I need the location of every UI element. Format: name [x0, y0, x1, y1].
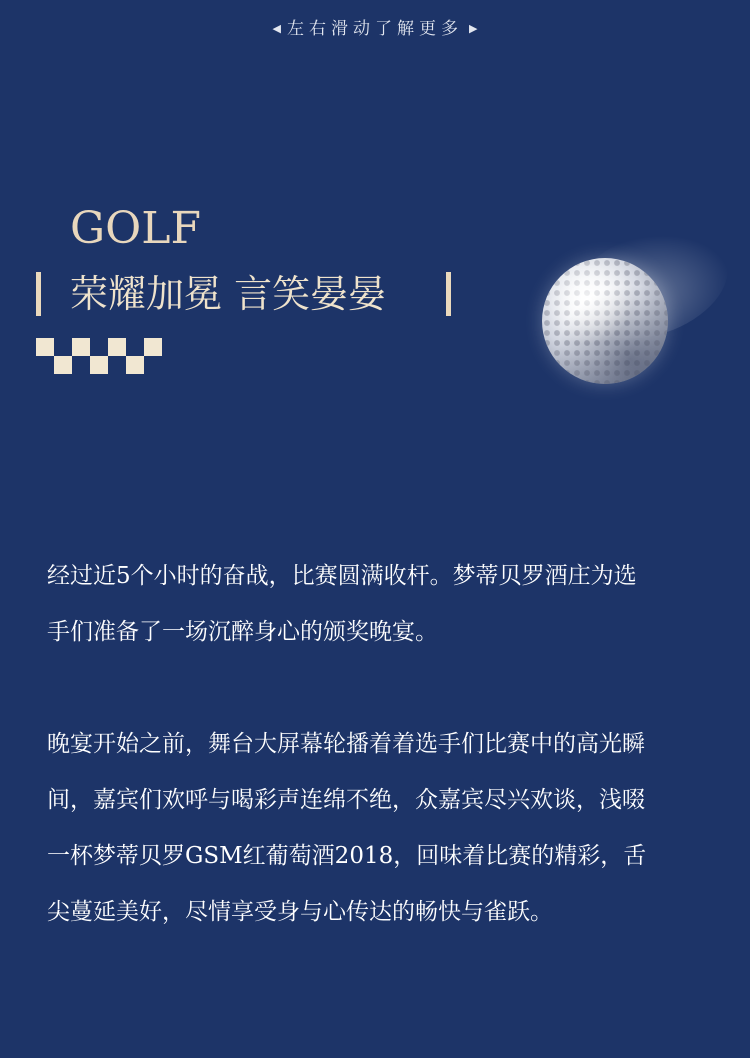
section-title: GOLF	[70, 203, 201, 254]
paragraph-line: 尖蔓延美好，尽情享受身与心传达的畅快与雀跃。	[47, 899, 553, 925]
paragraph-line: 晚宴开始之前，舞台大屏幕轮播着着选手们比赛中的高光瞬	[47, 731, 645, 757]
paragraph-1	[47, 548, 707, 660]
left-divider	[36, 272, 41, 316]
golf-ball-icon	[520, 225, 730, 395]
paragraph-line: 一杯梦蒂贝罗GSM红葡萄酒2018，回味着比赛的精彩，舌	[47, 843, 647, 869]
section-subtitle: 荣耀加冕 言笑晏晏	[70, 272, 387, 316]
paragraph-2	[47, 716, 707, 940]
swipe-hint	[0, 14, 750, 39]
left-arrow-icon: ◀	[272, 22, 281, 35]
golf-ball	[542, 258, 668, 384]
paragraph-line: 经过近5个小时的奋战，比赛圆满收杆。梦蒂贝罗酒庄为选	[47, 563, 637, 589]
right-arrow-icon: ▶	[469, 22, 478, 35]
paragraph-line: 手们准备了一场沉醉身心的颁奖晚宴。	[47, 619, 438, 645]
right-divider	[446, 272, 451, 316]
checker-pattern	[36, 338, 162, 374]
paragraph-line: 间，嘉宾们欢呼与喝彩声连绵不绝，众嘉宾尽兴欢谈，浅啜	[47, 787, 645, 813]
swipe-hint-text: 左右滑动了解更多	[287, 19, 463, 39]
